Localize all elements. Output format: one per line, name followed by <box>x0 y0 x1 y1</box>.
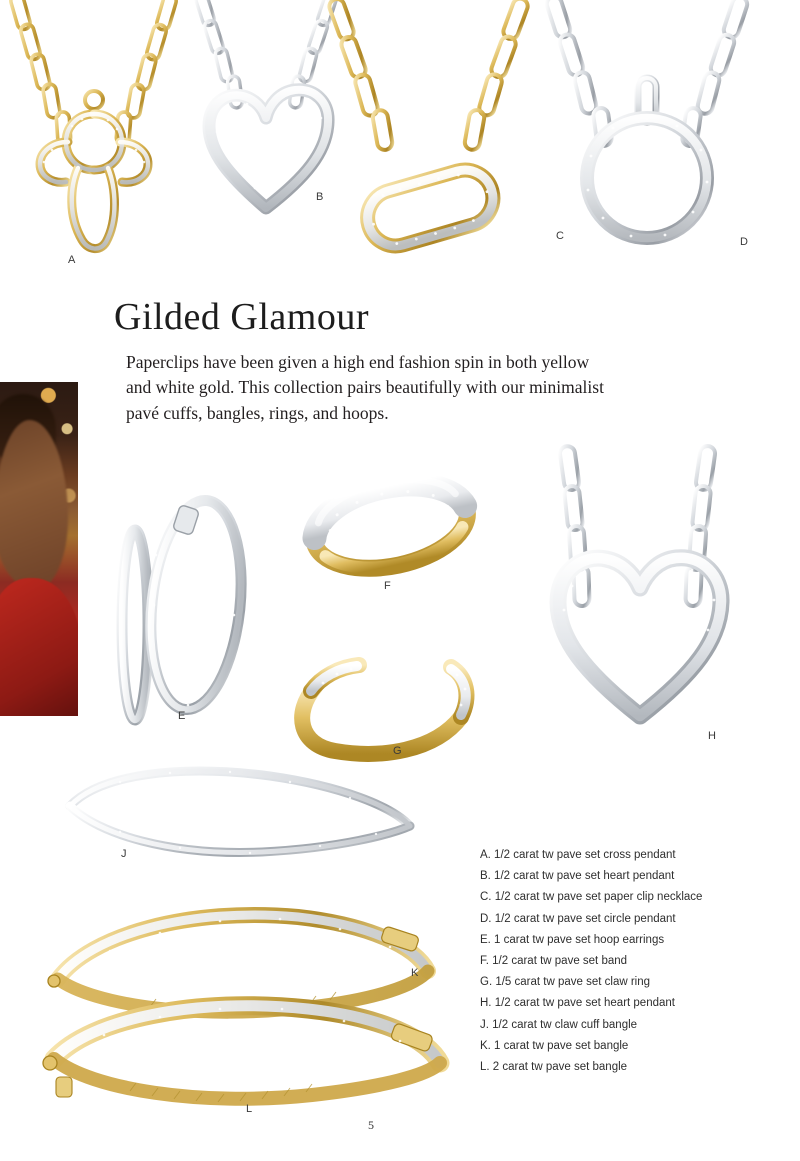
page-title: Gilded Glamour <box>114 296 370 338</box>
product-label-c: C <box>556 230 565 242</box>
cross-pendant-icon <box>8 0 223 282</box>
product-label-d: D <box>740 236 749 248</box>
pave-band-ring-icon <box>300 468 480 578</box>
legend-item: H. 1/2 carat tw pave set heart pendant <box>480 997 675 1010</box>
circle-pendant-icon <box>545 0 775 262</box>
model-photo <box>0 382 78 716</box>
legend-item: B. 1/2 carat tw pave set heart pendant <box>480 870 675 883</box>
product-legend <box>480 845 780 1078</box>
product-label-j: J <box>121 848 127 860</box>
headline-block <box>114 298 634 426</box>
paperclip-necklace-icon <box>330 0 550 262</box>
legend-item: C. 1/2 carat tw pave set paper clip necklace <box>480 891 703 904</box>
photo-dress <box>0 578 78 716</box>
product-label-b: B <box>316 191 324 203</box>
pave-bangle-icon-l <box>20 985 460 1125</box>
product-label-e: E <box>178 710 186 722</box>
product-label-a: A <box>68 254 76 266</box>
page-number: 5 <box>368 1118 374 1132</box>
legend-item: F. 1/2 carat tw pave set band <box>480 955 628 968</box>
legend-item: G. 1/5 carat tw pave set claw ring <box>480 976 651 989</box>
legend-item: E. 1 carat tw pave set hoop earrings <box>480 933 665 946</box>
claw-cuff-bangle-icon <box>40 760 440 870</box>
product-label-k: K <box>411 967 419 979</box>
legend-item: D. 1/2 carat tw pave set circle pendant <box>480 912 676 925</box>
product-label-f: F <box>384 580 391 592</box>
legend-item: K. 1 carat tw pave set bangle <box>480 1039 629 1052</box>
legend-item: A. 1/2 carat tw pave set cross pendant <box>480 849 676 861</box>
heart-necklace-icon <box>540 440 760 740</box>
hoop-earrings-icon <box>110 495 270 730</box>
product-label-l: L <box>246 1103 253 1115</box>
legend-item: J. 1/2 carat tw claw cuff bangle <box>480 1018 638 1031</box>
page-description: Paperclips have been given a high end fashion spin in both yellow and white gold. This collection pairs beautifully with our minimalist pavé cuffs, bangles, rings, and hoops. <box>126 351 604 423</box>
product-label-h: H <box>708 730 717 742</box>
legend-item: L. 2 carat tw pave set bangle <box>480 1061 628 1074</box>
photo-skin <box>0 420 68 590</box>
product-label-g: G <box>393 745 402 757</box>
